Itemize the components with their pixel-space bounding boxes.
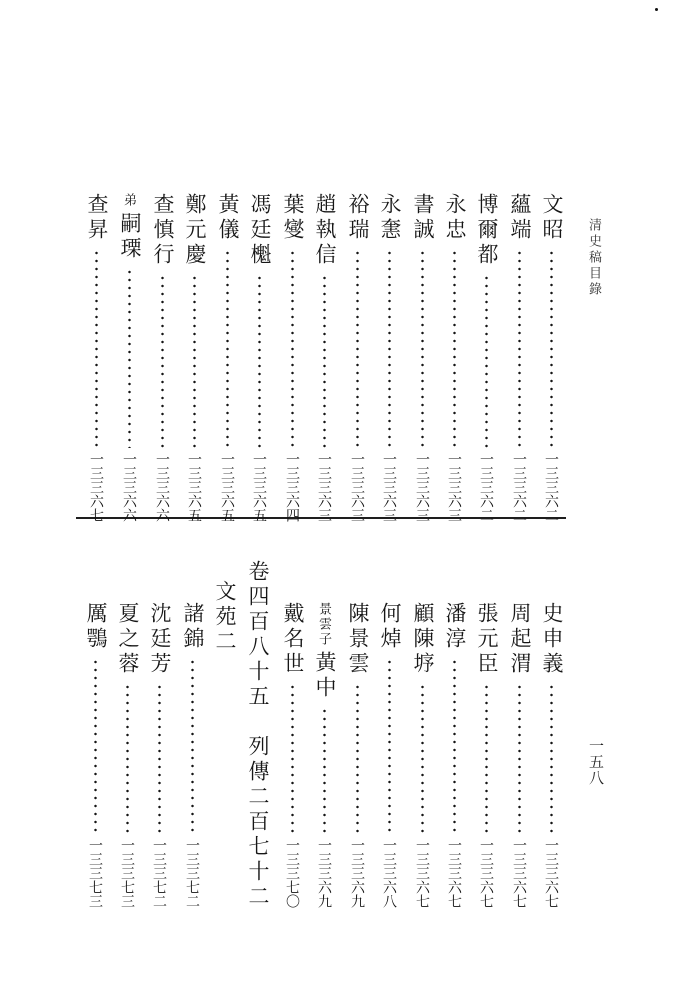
entry-page-number: 一三三六九 [316,838,332,908]
entry-page-number: 一三三六三 [414,452,430,522]
entry-page-number: 一三三六六 [154,452,170,522]
entry-page-number: 一三三六九 [349,838,365,908]
entry-page-number: 一三三六七 [511,838,527,908]
dot-leader [291,249,294,448]
dot-leader [193,274,196,448]
entry-name: 史申義 [540,602,564,677]
entry-page-number: 一三三六五 [219,452,235,522]
entry-page-number: 一三三六七 [88,452,104,522]
dot-leader [453,249,456,448]
entry-name: 沈廷芳 [148,602,172,677]
entry-name: 裕瑞 [346,193,370,243]
entry-name: 潘淳 [443,602,467,652]
section-heading: 文苑二 [213,580,237,655]
entry-name: 書誠 [411,193,435,243]
entry-name: 馮廷櫆 [248,193,272,268]
entry-page-number: 一三三六三 [446,452,462,522]
page-number: 一五八 [587,738,605,786]
entry-name: 蘊端 [508,193,532,243]
entry-name: 葉燮 [281,193,305,243]
dot-leader [323,274,326,448]
entry-page-number: 一三三六二 [478,452,494,522]
dot-leader [128,268,131,448]
dot-leader [226,249,229,448]
entry-name: 何焯 [378,602,402,652]
entry-name: 顧陳垿 [411,602,435,677]
entry-page-number: 一三三六八 [381,838,397,908]
entry-relation-label: 弟 [121,193,136,208]
entry-page-number: 一三三七〇 [284,838,300,908]
print-speck [655,8,658,11]
entry-name: 嗣瑮 [118,212,142,262]
entry-name: 黃中 [313,651,337,701]
dot-leader [421,683,424,834]
entry-page-number: 一三三六七 [543,838,559,908]
entry-name: 夏之蓉 [116,602,140,677]
entry-page-number: 一三三六三 [349,452,365,522]
dot-leader [191,658,194,834]
dot-leader [323,707,326,834]
dot-leader [258,274,261,448]
dot-leader [421,249,424,448]
dot-leader [453,658,456,834]
entry-name: 周起渭 [508,602,532,677]
entry-page-number: 一三三六四 [284,452,300,522]
dot-leader [356,249,359,448]
entry-page-number: 一三三六七 [446,838,462,908]
entry-name: 諸錦 [181,602,205,652]
dot-leader [161,274,164,448]
dot-leader [550,249,553,448]
entry-page-number: 一三三七三 [119,838,135,908]
dot-leader [485,683,488,834]
entry-page-number: 一三三六五 [186,452,202,522]
entry-name: 戴名世 [281,602,305,677]
entry-name: 厲鶚 [84,602,108,652]
entry-name: 永忠 [443,193,467,243]
entry-name: 博爾都 [475,193,499,268]
entry-page-number: 一三三七二 [184,838,200,908]
entry-name: 黃儀 [216,193,240,243]
entry-page-number: 一三三六七 [478,838,494,908]
entry-page-number: 一三三六七 [414,838,430,908]
entry-page-number: 一三三七三 [87,838,103,908]
entry-name: 文昭 [540,193,564,243]
dot-leader [550,683,553,834]
entry-page-number: 一三三六五 [251,452,267,522]
entry-name: 陳景雲 [346,602,370,677]
dot-leader [356,683,359,834]
entry-page-number: 一三三六二 [543,452,559,522]
dot-leader [94,658,97,834]
dot-leader [485,274,488,448]
entry-page-number: 一三三六三 [381,452,397,522]
entry-name: 鄭元慶 [183,193,207,268]
entry-page-number: 一三三七二 [151,838,167,908]
entry-name: 查昇 [85,193,109,243]
dot-leader [388,658,391,834]
dot-leader [388,249,391,448]
dot-leader [95,249,98,448]
entry-name: 趙執信 [313,193,337,268]
dot-leader [518,249,521,448]
entry-page-number: 一三三六三 [316,452,332,522]
dot-leader [518,683,521,834]
entry-relation-label: 景雲子 [316,602,331,647]
running-title: 清史稿目錄 [586,218,601,298]
entry-page-number: 一三三六二 [511,452,527,522]
dot-leader [158,683,161,834]
dot-leader [291,683,294,834]
entry-name: 查慎行 [151,193,175,268]
dot-leader [126,683,129,834]
chapter-heading: 卷四百八十五 列傳二百七十二 [246,560,270,910]
entry-page-number: 一三三六六 [121,452,137,522]
entry-name: 永㥣 [378,193,402,243]
entry-name: 張元臣 [475,602,499,677]
